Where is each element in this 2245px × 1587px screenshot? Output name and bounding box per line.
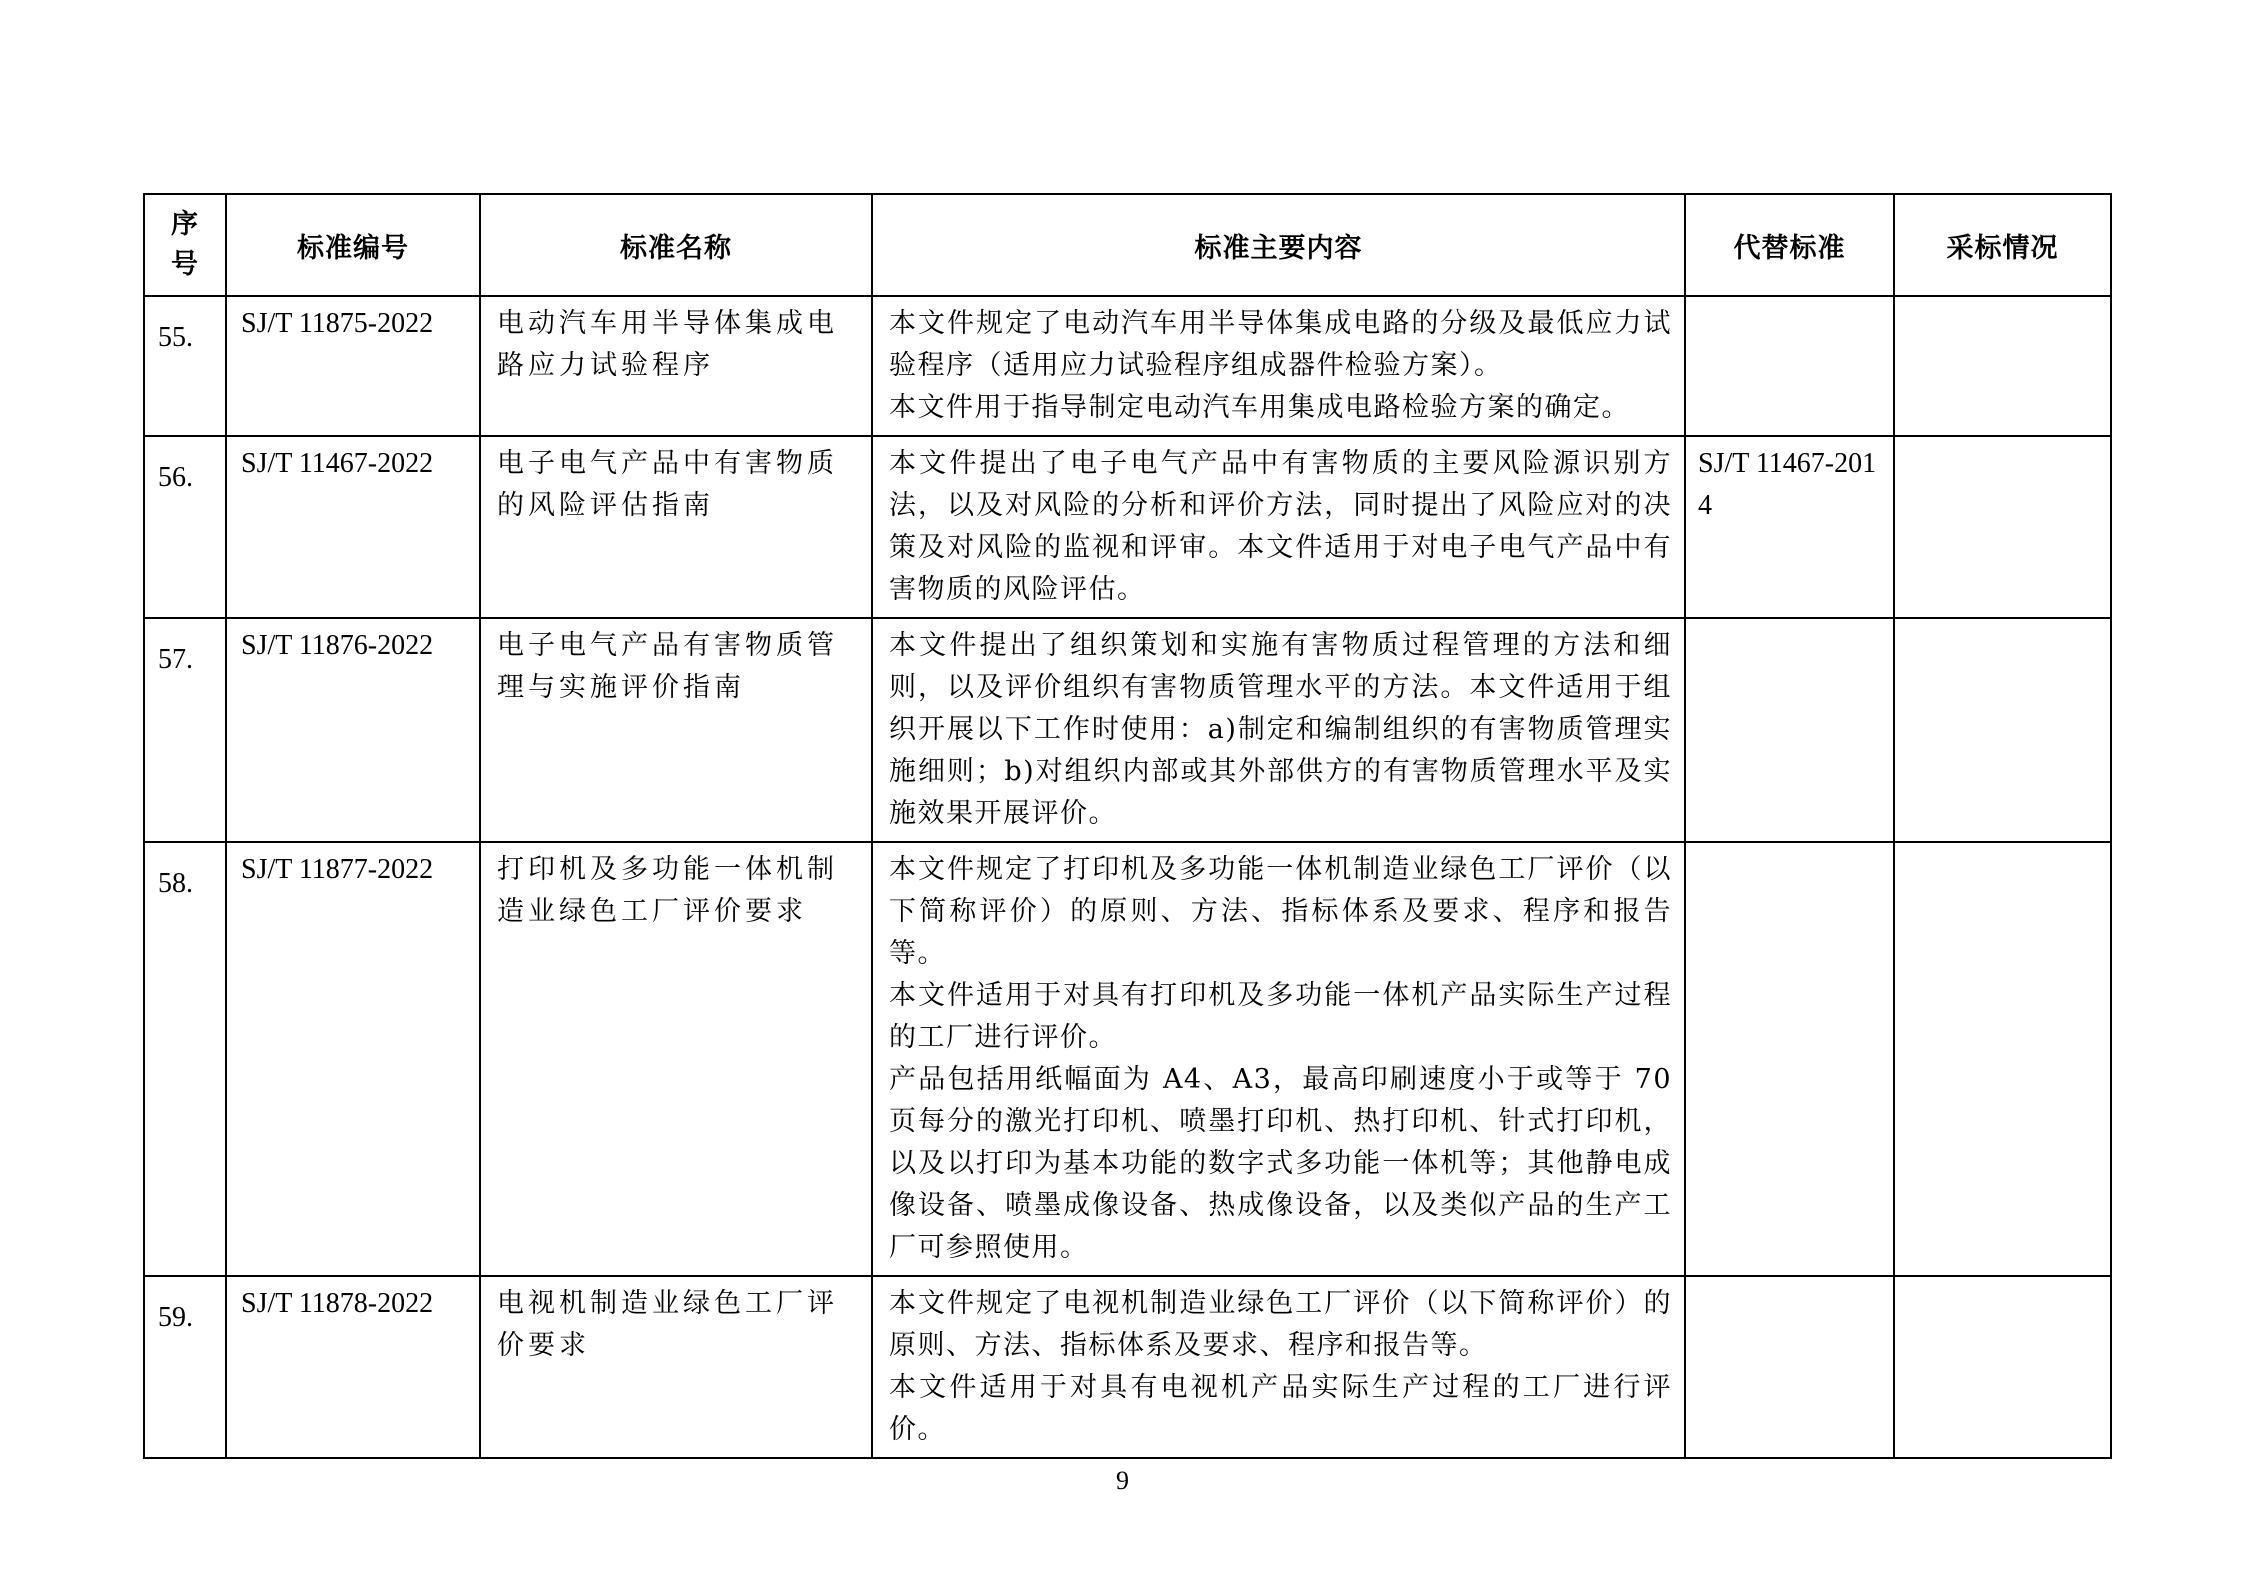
header-serial-number: 序号 — [144, 194, 226, 296]
content-paragraph: 本文件用于指导制定电动汽车用集成电路检验方案的确定。 — [889, 392, 1630, 423]
content-paragraph: 本文件提出了电子电气产品中有害物质的主要风险源识别方法，以及对风险的分析和评价方法，同时提出了风险应对的决策及对风险的监视和评审。本文件适用于对电子电气产品中有害物质的风险评估。 — [889, 448, 1672, 605]
cell-standard-name: 打印机及多功能一体机制造业绿色工厂评价要求 — [480, 842, 872, 1276]
table-row — [144, 618, 2111, 842]
cell-replaced-standard — [1685, 842, 1894, 1276]
cell-main-content — [872, 1276, 1685, 1458]
cell-adoption-status — [1894, 618, 2111, 842]
cell-adoption-status — [1894, 436, 2111, 618]
cell-standard-name: 电子电气产品有害物质管理与实施评价指南 — [480, 618, 872, 842]
cell-replaced-standard — [1685, 1276, 1894, 1458]
table-body — [144, 296, 2111, 1458]
table-row — [144, 842, 2111, 1276]
cell-main-content — [872, 296, 1685, 436]
cell-replaced-standard — [1685, 618, 1894, 842]
cell-adoption-status — [1894, 842, 2111, 1276]
cell-adoption-status — [1894, 1276, 2111, 1458]
cell-main-content — [872, 842, 1685, 1276]
header-replaced-standard: 代替标准 — [1685, 194, 1894, 296]
cell-main-content — [872, 436, 1685, 618]
header-adoption-status: 采标情况 — [1894, 194, 2111, 296]
cell-standard-code: SJ/T 11875-2022 — [226, 296, 480, 436]
cell-replaced-standard — [1685, 296, 1894, 436]
cell-serial-number: 56. — [144, 436, 226, 618]
content-paragraph: 本文件适用于对具有电视机产品实际生产过程的工厂进行评价。 — [889, 1372, 1672, 1445]
cell-standard-code: SJ/T 11467-2022 — [226, 436, 480, 618]
standards-table — [143, 193, 2112, 1459]
content-paragraph: 本文件规定了电视机制造业绿色工厂评价（以下简称评价）的原则、方法、指标体系及要求、程序和报告等。 — [889, 1288, 1672, 1361]
cell-main-content — [872, 618, 1685, 842]
cell-standard-name: 电子电气产品中有害物质的风险评估指南 — [480, 436, 872, 618]
cell-standard-name: 电视机制造业绿色工厂评价要求 — [480, 1276, 872, 1458]
standards-table-wrapper — [143, 193, 2112, 1459]
content-paragraph: 本文件适用于对具有打印机及多功能一体机产品实际生产过程的工厂进行评价。 — [889, 980, 1672, 1053]
page-number: 9 — [1116, 1466, 1129, 1495]
cell-serial-number: 59. — [144, 1276, 226, 1458]
cell-replaced-standard: SJ/T 11467-2014 — [1685, 436, 1894, 618]
header-standard-code: 标准编号 — [226, 194, 480, 296]
cell-serial-number: 57. — [144, 618, 226, 842]
cell-standard-name: 电动汽车用半导体集成电路应力试验程序 — [480, 296, 872, 436]
cell-adoption-status — [1894, 296, 2111, 436]
table-row — [144, 296, 2111, 436]
header-standard-name: 标准名称 — [480, 194, 872, 296]
content-paragraph: 本文件规定了打印机及多功能一体机制造业绿色工厂评价（以下简称评价）的原则、方法、指标体系及要求、程序和报告等。 — [889, 854, 1672, 969]
content-paragraph: 本文件规定了电动汽车用半导体集成电路的分级及最低应力试验程序（适用应力试验程序组成器件检验方案）。 — [889, 308, 1672, 381]
table-row — [144, 1276, 2111, 1458]
cell-standard-code: SJ/T 11877-2022 — [226, 842, 480, 1276]
table-header-row — [144, 194, 2111, 296]
content-paragraph: 产品包括用纸幅面为 A4、A3，最高印刷速度小于或等于 70 页每分的激光打印机、喷墨打印机、热打印机、针式打印机，以及以打印为基本功能的数字式多功能一体机等；其他静电成像设备、喷墨成像设备、热成像设备，以及类似产品的生产工厂可参照使用。 — [889, 1064, 1672, 1263]
cell-standard-code: SJ/T 11876-2022 — [226, 618, 480, 842]
header-main-content: 标准主要内容 — [872, 194, 1685, 296]
cell-serial-number: 58. — [144, 842, 226, 1276]
table-row — [144, 436, 2111, 618]
content-paragraph: 本文件提出了组织策划和实施有害物质过程管理的方法和细则，以及评价组织有害物质管理水平的方法。本文件适用于组织开展以下工作时使用：a)制定和编制组织的有害物质管理实施细则；b)对组织内部或其外部供方的有害物质管理水平及实施效果开展评价。 — [889, 630, 1672, 829]
cell-serial-number: 55. — [144, 296, 226, 436]
cell-standard-code: SJ/T 11878-2022 — [226, 1276, 480, 1458]
